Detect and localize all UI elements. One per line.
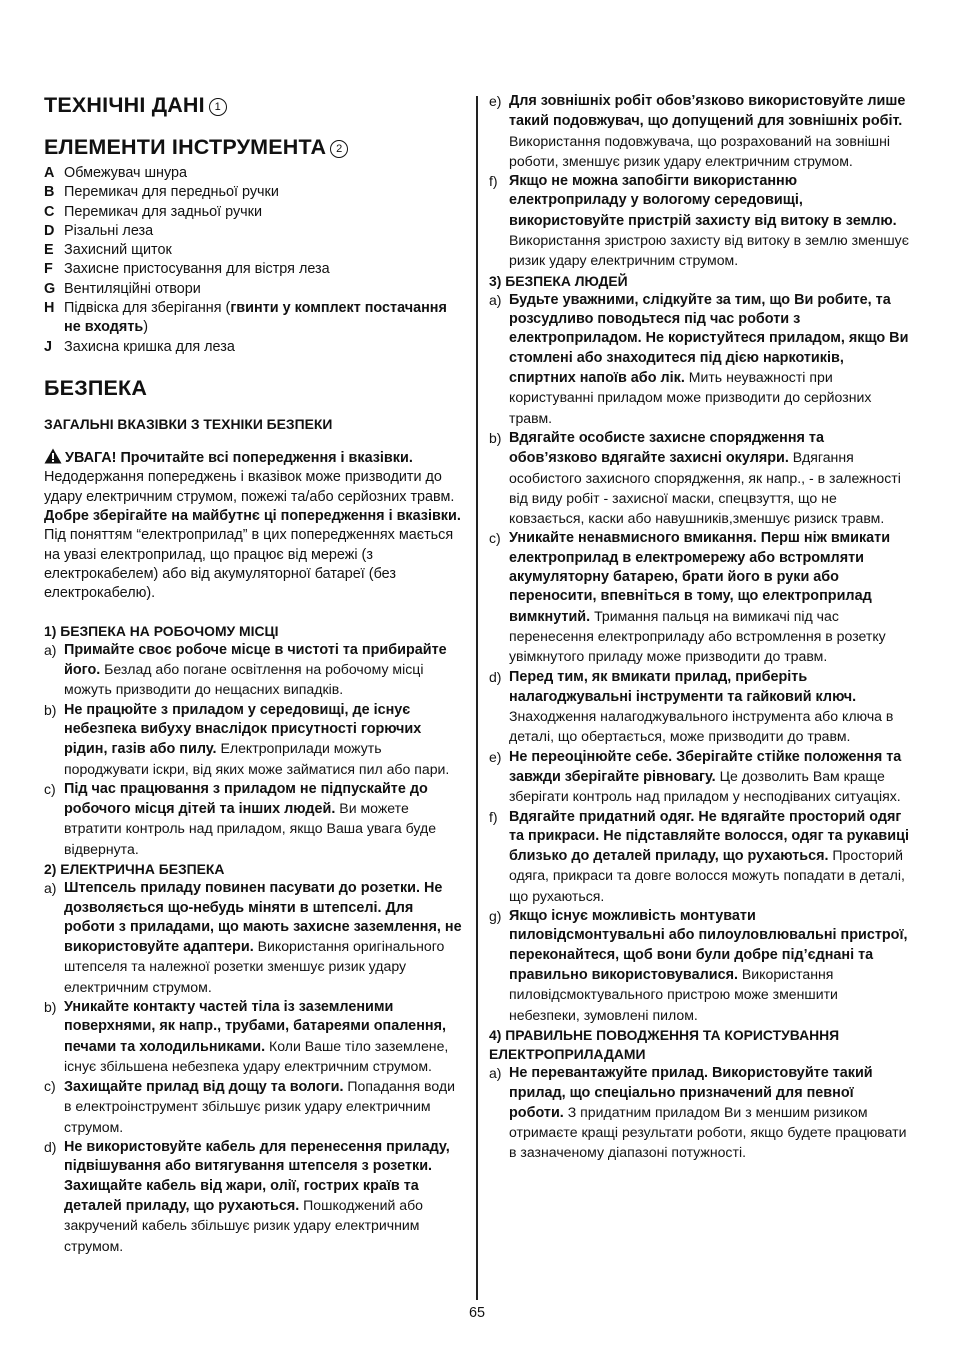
warning-paragraph: УВАГА! Прочитайте всі попередження і вказівки. Недодержання попереджень і вказівок може призводити до удару електричним струмом, пожежі та/або серйозних травм. Добре зберігайте на майбутнє ці попередження і вказівки. Під поняттям “електроприлад” в цих попередженнях мається на увазі електроприлад, що працює від мережі (з електрокабелем) або від акумуляторної батареї (без електрокабелю). — [44, 450, 461, 602]
page-number: 65 — [468, 1305, 485, 1321]
section-title: 3) БЕЗПЕКА ЛЮДЕЙ — [489, 272, 628, 289]
list-item: a) Штепсель приладу повинен пасувати до розетки. Не дозволяється що-небудь міняти в штепселі. Для роботи з приладами, що мають захисне заземлення, не використовуйте адаптери. Використання оригінального штепселя та належної розетки зменшує ризик удару електричним струмом. — [44, 880, 462, 995]
list-item: g) Якщо існує можливість монтувати пиловідсмонтувальні або пилоуловлювальні пристрої, переконайтеся, щоб вони були добре під’єднані та правильно використовувалися. Використання пиловідсмоктувального пристрою може зменшити небезпеки, зумовлені пилом. — [489, 908, 908, 1023]
elements-heading: ЕЛЕМЕНТИ ІНСТРУМЕНТА 2 — [44, 134, 464, 160]
list-item: c) Під час працювання з приладом не підпускайте до робочого місця дітей та інших людей. Ви можете втратити контроль над приладом, якщо Ваша увага буде відвернута. — [44, 780, 437, 857]
right-column — [489, 92, 911, 1164]
list-item: f) Якщо не можна запобігти використанню електроприладу у вологому середовищі, використовуйте пристрій захисту від витоку в землю. Використання зристрою захисту від витоку в землю зменшує ризик удару електричним струмом. — [489, 173, 909, 269]
list-item: E Захисний щиток — [44, 242, 172, 259]
list-item: J Захисна кришка для леза — [44, 338, 235, 355]
elements-list — [44, 164, 464, 357]
figure-ref-2: 2 — [330, 140, 348, 158]
column-divider — [476, 96, 478, 1300]
list-item: B Перемикач для передньої ручки — [44, 184, 279, 201]
list-item: f) Вдягайте придатний одяг. Не вдягайте просторий одяг та прикраси. Не підставляйте волосся, одяг та рукавиці близько до деталей приладу, що рухаються. Просторий одяга, прикраси та довге волосся можуть попадати в деталі, що рухаються. — [489, 808, 909, 904]
list-item: A Обмежувач шнура — [44, 165, 188, 181]
warning-icon — [44, 448, 62, 464]
list-item: b) Не працюйте з приладом у середовищі, де існує небезпека вибуху внаслідок присутності горючих рідин, газів або пилу. Електроприлади можуть породжувати іскри, від яких може займатися пил або пари. — [44, 701, 450, 777]
safety-heading: БЕЗПЕКА — [44, 375, 148, 400]
list-item: a) Примайте своє робоче місце в чистоті та прибирайте його. Безлад або погане освітлення на робочому місці можуть призводити до нещасних випадків. — [44, 641, 447, 698]
list-item: H Підвіска для зберігання (гвинти у комплект постачання не входять) — [44, 300, 447, 336]
section-title: 1) БЕЗПЕКА НА РОБОЧОМУ МІСЦІ — [44, 622, 279, 639]
section-title: 2) ЕЛЕКТРИЧНА БЕЗПЕКА — [44, 861, 225, 878]
list-item: e) Не переоцінюйте себе. Зберігайте стійке положення та завжди зберігайте рівновагу. Це дозволить Вам краще зберігати контроль над приладом у несподіваних ситуаціях. — [489, 748, 902, 805]
left-column — [44, 92, 464, 1257]
list-item: a) Будьте уважними, слідкуйте за тим, що Ви робите, та розсудливо поводьтеся під час роботи з електроприладом. Не користуйтеся приладом, якщо Ви стомлені або знаходитеся під дією наркотиків, спиртних напоїв або лік. Мить неуважності при користуванні приладом може призводити до серйозних травм. — [489, 291, 909, 426]
list-item: C Перемикач для задньої ручки — [44, 203, 262, 220]
list-item: G Вентиляційні отвори — [44, 280, 201, 297]
list-item: e) Для зовнішніх робіт обов’язково використовуйте лише такий подовжувач, що допущений для зовнішніх робіт. Використання подовжувача, що розрахований на зовнішні роботи, зменшує ризик удару електричним струмом. — [489, 93, 906, 169]
list-item: b) Вдягайте особисте захисне спорядження та обов’язково вдягайте захисні окуляри. Вдягання особистого захисного спорядження, як напр., - в залежності від виду робіт - захисної маски, спецвзуття, що не ковзається, каски або навушників,зменшує ризиск травм. — [489, 429, 901, 527]
list-item: F Захисне пристосування для вістря леза — [44, 261, 330, 278]
section-title: 4) ПРАВИЛЬНЕ ПОВОДЖЕННЯ ТА КОРИСТУВАННЯ ЕЛЕКТРОПРИЛАДАМИ — [489, 1026, 840, 1063]
list-item: d) Перед тим, як вмикати прилад, приберіть налагоджувальні інструменти та гайковий ключ. Знаходження налагоджувального інструмента або ключа в деталі, що обертається, може призводити до травм. — [489, 668, 894, 745]
list-item: b) Уникайте контакту частей тіла із заземленими поверхнями, як напр., трубами, батареями опалення, печами та холодильниками. Коли Ваше тіло заземлене, існує збільшена небезпека удару електричним струмом. — [44, 999, 449, 1074]
list-item: c) Уникайте ненавмисного вмикання. Перш ніж вмикати електроприлад в електромережу або встромляти акумуляторну батарею, брати його в руки або переносити, впевніться в тому, що електроприлад вимкнутий. Тримання пальця на вимикачі під час перенесення електроприладу або встромлення в розетку увімкнутого приладу може призводити до травм. — [489, 530, 891, 665]
general-safety-heading: ЗАГАЛЬНІ ВКАЗІВКИ З ТЕХНІКИ БЕЗПЕКИ — [44, 415, 333, 432]
tech-data-heading: ТЕХНІЧНІ ДАНІ 1 — [44, 92, 464, 118]
list-item: c) Захищайте прилад від дощу та вологи. Попадання води в електроінструмент збільшує ризик удару електричним струмом. — [44, 1078, 455, 1135]
list-item: a) Не перевантажуйте прилад. Використовуйте такий прилад, що спеціально призначений для певної роботи. З придатним приладом Ви з меншим ризиком отримаєте кращі результати роботи, якщо будете працювати в зазначеному діапазоні потужності. — [489, 1065, 907, 1161]
list-item: d) Не використовуйте кабель для перенесення приладу, підвішування або витягування штепселя з розетки. Захищайте кабель від жари, олії, гострих країв та деталей приладу, що рухаються. Пошкоджений або закручений кабель збільшує ризик удару електричним струмом. — [44, 1139, 450, 1254]
list-item: D Різальні леза — [44, 222, 154, 239]
figure-ref-1: 1 — [209, 98, 227, 116]
